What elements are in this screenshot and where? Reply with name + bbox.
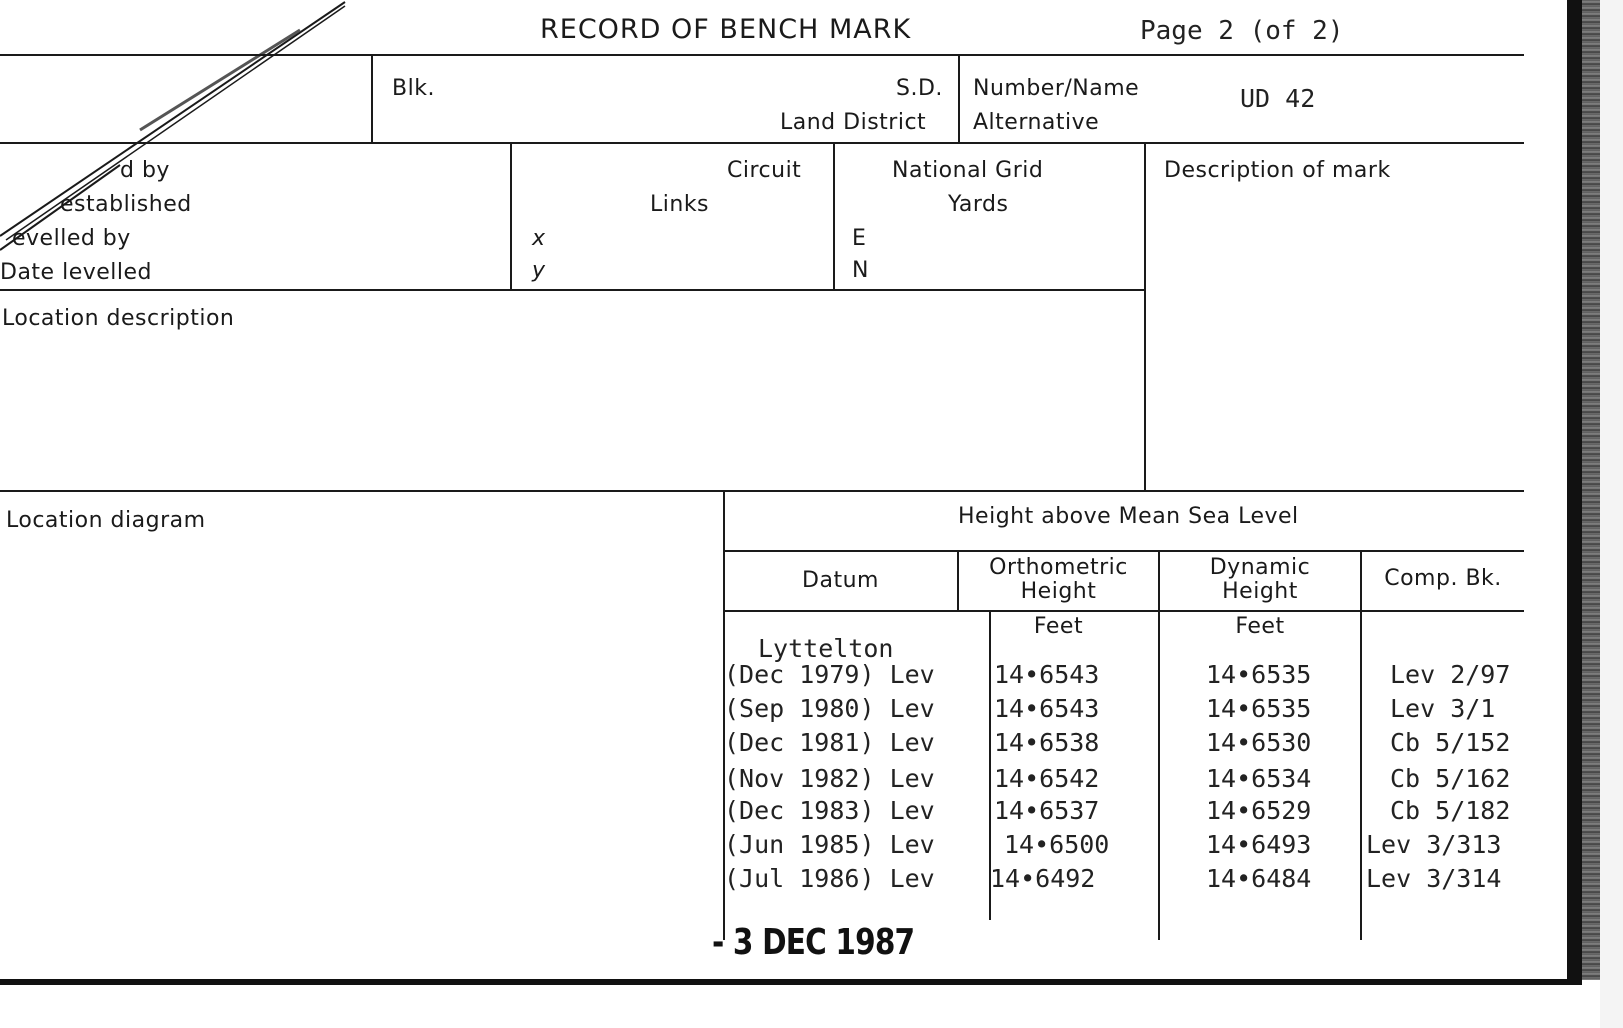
row-comp: Lev 2/97 xyxy=(1390,660,1511,689)
row-datum: (Dec 1979) Lev xyxy=(724,660,935,689)
row-comp: Cb 5/182 xyxy=(1390,796,1511,825)
vrule-h-dyn xyxy=(1158,550,1160,940)
rule-height-header-bottom xyxy=(724,610,1524,612)
card-edge-right xyxy=(1567,0,1583,985)
vrule-row2-b xyxy=(833,142,835,289)
location-diagram-label: Location diagram xyxy=(6,508,206,533)
background-margin xyxy=(1600,0,1623,1028)
row-dyn: 14•6534 xyxy=(1206,764,1312,793)
row-dyn: 14•6529 xyxy=(1206,796,1312,825)
row-datum: (Sep 1980) Lev xyxy=(724,694,935,723)
row-dyn: 14•6493 xyxy=(1206,830,1312,859)
col-ortho-header-1: Orthometric xyxy=(989,555,1128,580)
col-dyn-header-1: Dynamic xyxy=(1209,555,1311,580)
row-comp: Cb 5/152 xyxy=(1390,728,1511,757)
dyn-units: Feet xyxy=(1235,614,1285,639)
circuit-label: Circuit xyxy=(727,158,802,183)
rule-row3-bottom xyxy=(0,490,1524,492)
alternative-label: Alternative xyxy=(973,110,1100,135)
vrule-h-comp xyxy=(1360,550,1362,940)
row-ortho: 14•6543 xyxy=(994,660,1100,689)
row-comp: Cb 5/162 xyxy=(1390,764,1511,793)
row-datum: (Jun 1985) Lev xyxy=(724,830,935,859)
datum-name: Lyttelton xyxy=(758,634,894,663)
number-name-label: Number/Name xyxy=(973,76,1140,101)
col-datum-header: Datum xyxy=(802,568,879,593)
n-label: N xyxy=(852,258,869,283)
rule-row2-bottom xyxy=(0,289,1146,291)
col-dyn-header-2: Height xyxy=(1222,579,1298,604)
row-ortho: 14•6543 xyxy=(994,694,1100,723)
links-label: Links xyxy=(650,192,710,217)
levelled-by-label: evelled by xyxy=(12,226,131,251)
date-established-label: established xyxy=(60,192,192,217)
row-ortho: 14•6537 xyxy=(994,796,1100,825)
ortho-units: Feet xyxy=(1033,614,1084,639)
number-name-value: UD 42 xyxy=(1240,84,1316,113)
row-ortho: 14•6542 xyxy=(994,764,1100,793)
col-ortho-header-2: Height xyxy=(1020,579,1097,604)
row-dyn: 14•6535 xyxy=(1206,660,1312,689)
established-by-label: d by xyxy=(120,158,170,183)
vrule-row1-b xyxy=(958,54,960,142)
row-ortho: 14•6538 xyxy=(994,728,1100,757)
form-title: RECORD OF BENCH MARK xyxy=(540,14,912,45)
row-datum: (Nov 1982) Lev xyxy=(724,764,935,793)
row-dyn: 14•6484 xyxy=(1206,864,1312,893)
card-edge-bottom xyxy=(0,979,1582,985)
national-grid-label: National Grid xyxy=(892,158,1044,183)
row-dyn: 14•6530 xyxy=(1206,728,1312,757)
description-of-mark-label: Description of mark xyxy=(1164,158,1391,183)
blk-label: Blk. xyxy=(392,76,435,101)
date-stamp: - 3 DEC 1987 xyxy=(712,922,915,963)
location-description-label: Location description xyxy=(2,306,235,331)
vrule-row2-a xyxy=(510,142,512,289)
page-indicator: Page 2 (of 2) xyxy=(1140,16,1344,46)
x-label: x xyxy=(532,226,546,251)
row-datum: (Dec 1983) Lev xyxy=(724,796,935,825)
rule-row1-bottom xyxy=(0,142,1524,144)
row-comp: Lev 3/313 xyxy=(1366,830,1502,859)
row-comp: Lev 3/1 xyxy=(1390,694,1496,723)
y-label: y xyxy=(532,258,546,283)
height-section-title: Height above Mean Sea Level xyxy=(958,504,1299,529)
yards-label: Yards xyxy=(948,192,1009,217)
e-label: E xyxy=(852,226,867,251)
vrule-description xyxy=(1144,142,1146,490)
date-levelled-label: Date levelled xyxy=(0,260,153,285)
folded-corner-lines xyxy=(0,0,360,260)
row-datum: (Dec 1981) Lev xyxy=(724,728,935,757)
vrule-row1-a xyxy=(371,54,373,142)
rule-height-title-bottom xyxy=(724,550,1524,552)
col-comp-header: Comp. Bk. xyxy=(1384,566,1502,591)
sd-label: S.D. xyxy=(896,76,943,101)
row-ortho: 14•6492 xyxy=(990,864,1096,893)
row-comp: Lev 3/314 xyxy=(1366,864,1502,893)
row-dyn: 14•6535 xyxy=(1206,694,1312,723)
land-district-label: Land District xyxy=(780,110,927,135)
card-stack-edge xyxy=(1582,0,1600,980)
row-datum: (Jul 1986) Lev xyxy=(724,864,935,893)
row-ortho: 14•6500 xyxy=(1004,830,1110,859)
rule-top xyxy=(0,54,1524,56)
